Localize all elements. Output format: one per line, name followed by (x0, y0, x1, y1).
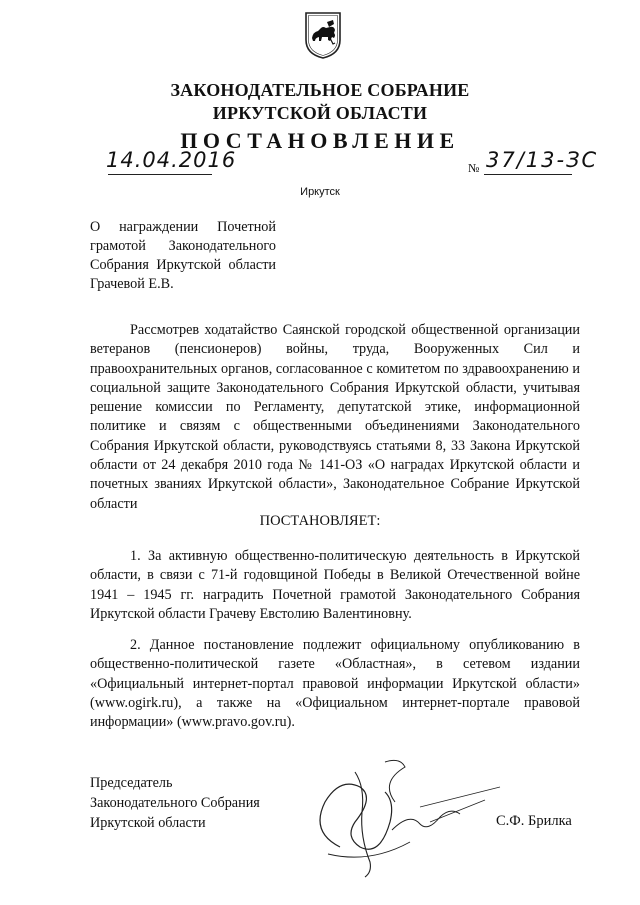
org-name-line-1: ЗАКОНОДАТЕЛЬНОЕ СОБРАНИЕ (170, 80, 470, 100)
resolution-item-1: 1. За активную общественно-политическую деятельность в Иркутской области, в связи с 71-й годовщиной Победы в Великой Отечественной войне 1941 – 1945 гг. наградить Почетной грамотой Законодательного Собрания Иркутской области Грачеву Евстолию Валентиновну. (90, 548, 580, 622)
coat-of-arms-icon (303, 10, 343, 60)
org-name-line-2: ИРКУТСКОЙ ОБЛАСТИ (212, 103, 428, 123)
signatory-title-line-1: Председатель (90, 775, 173, 791)
signatory-title-line-2: Законодательного Собрания (90, 795, 260, 811)
city-label: Иркутск (300, 186, 340, 198)
handwritten-signature (300, 752, 510, 882)
resolves-heading: ПОСТАНОВЛЯЕТ: (259, 513, 381, 529)
document-number: 37/13-ЗС (486, 148, 599, 172)
signatory-title (90, 773, 260, 833)
preamble-paragraph: Рассмотрев ходатайство Саянской городской общественной организации ветеранов (пенсионеров) войны, труда, Вооруженных Сил и правоохранительных органов, согласованное с комитетом по здравоохранению и социальной защите Законодательного Собрания Иркутской области, учитывая решение комиссии по Регламенту, депутатской этике, информационной политике и связям с общественными объединениями Законодательного Собрания Иркутской области, руководствуясь статьями 8, 33 Закона Иркутской области от 24 декабря 2010 года № 141-ОЗ «О наградах Иркутской области и почетных званиях Иркутской области», Законодательное Собрание Иркутской области (90, 322, 580, 512)
document-type-title: ПОСТАНОВЛЕНИЕ (180, 128, 460, 153)
number-label: № (468, 161, 480, 175)
number-underline (484, 174, 572, 175)
signatory-name: С.Ф. Брилка (496, 813, 572, 829)
resolution-item-2: 2. Данное постановление подлежит официальному опубликованию в общественно-политической газете «Областная», в сетевом издании «Официальный интернет-портал правовой информации Иркутской области» (www.ogirk.ru), а также на «Официальном интернет-портале правовой информации» (www.pravo.gov.ru). (90, 637, 580, 731)
signatory-title-line-3: Иркутской области (90, 815, 206, 831)
document-date: 14.04.2016 (106, 148, 237, 172)
document-subject: О награждении Почетной грамотой Законодательного Собрания Иркутской области Грачевой Е.В. (90, 219, 276, 292)
date-underline (108, 174, 212, 175)
